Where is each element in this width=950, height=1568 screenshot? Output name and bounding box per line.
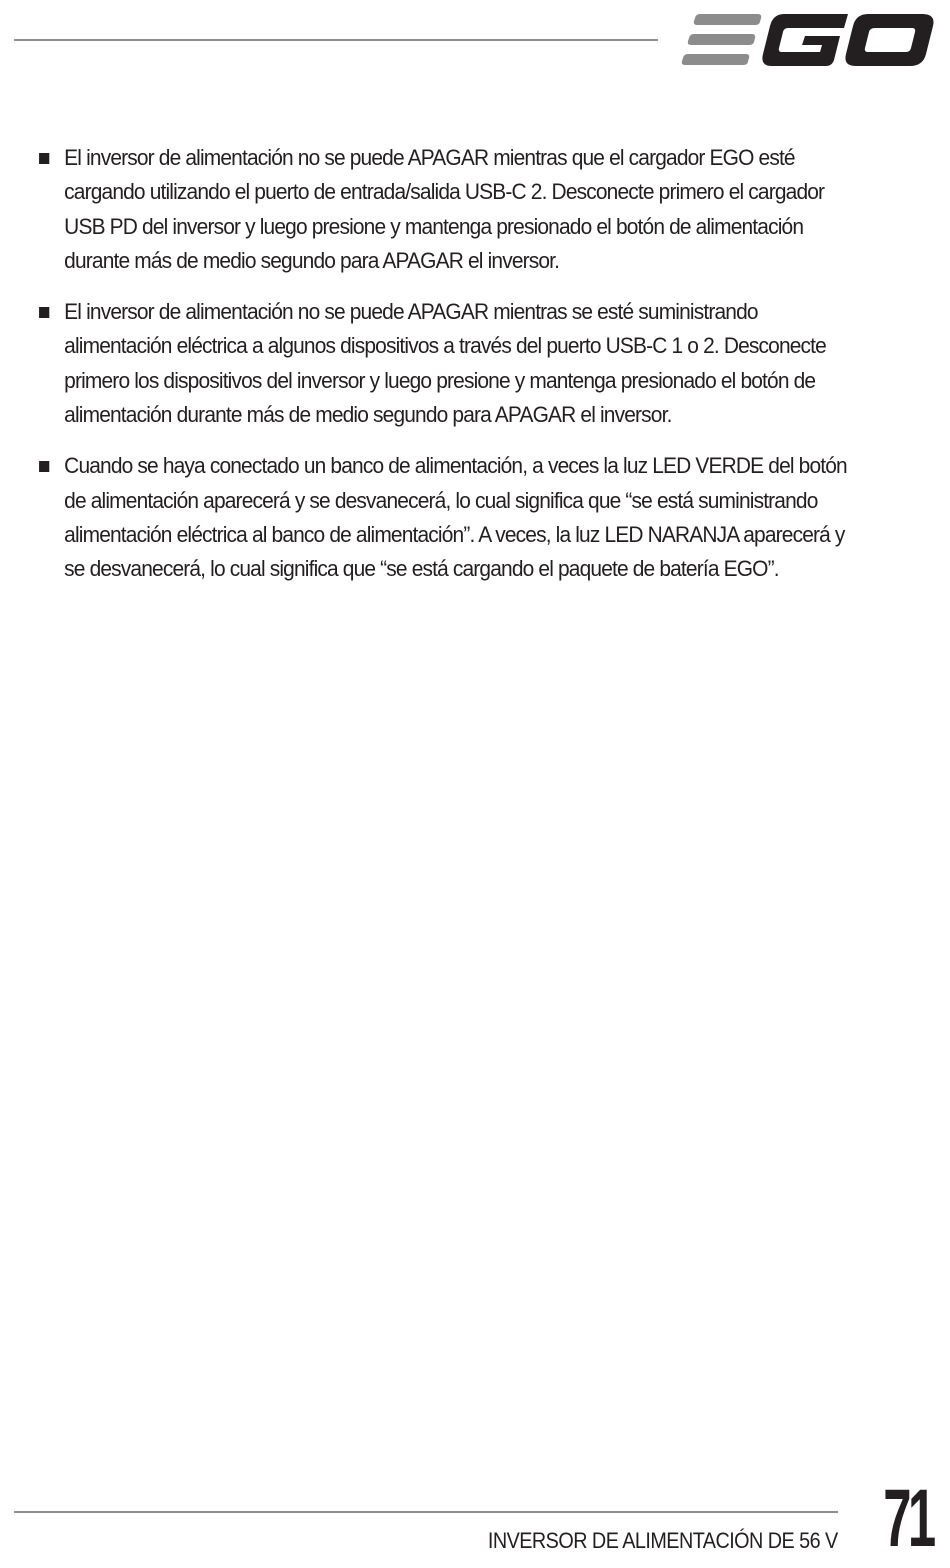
logo-e-stripe-top: [694, 14, 761, 25]
logo-e-stripe-middle: [688, 34, 755, 45]
header-divider: [14, 39, 658, 41]
logo-letter-g: [762, 14, 848, 66]
ego-logo: [680, 12, 936, 68]
logo-letter-o: [845, 14, 933, 66]
bullet-text: Cuando se haya conectado un banco de alimentación, a veces la luz LED VERDE del botón de alimentación aparecerá y se desvanecerá, lo cual significa que “se está suministrando alimentación eléctrica al banco de alimentación”. A veces, la luz LED NARANJA aparecerá y se desvanecerá, lo cual significa que “se está cargando el paquete de batería EGO”.: [64, 453, 847, 582]
bullet-text: El inversor de alimentación no se puede APAGAR mientras que el cargador EGO esté cargando utilizando el puerto de entrada/salida USB-C 2. Desconecte primero el cargador USB PD del inversor y luego presione y mantenga presionado el botón de alimentación durante más de medio segundo para APAGAR el inversor.: [64, 145, 825, 273]
footer-divider: [14, 1511, 838, 1513]
page-number: 71: [883, 1473, 933, 1564]
bullet-list: [0, 141, 950, 604]
bullet-item: [0, 141, 874, 278]
bullet-item: [0, 449, 874, 586]
footer-title: INVERSOR DE ALIMENTACIÓN DE 56 V: [488, 1528, 838, 1553]
square-bullet-icon: [39, 307, 49, 318]
bullet-item: [0, 295, 874, 432]
square-bullet-icon: [39, 153, 49, 164]
square-bullet-icon: [39, 461, 49, 472]
bullet-text: El inversor de alimentación no se puede APAGAR mientras se esté suministrando alimentación eléctrica a algunos dispositivos a través del puerto USB-C 1 o 2. Desconecte primero los dispositivos del inversor y luego presione y mantenga presionado el botón de alimentación durante más de medio segundo para APAGAR el inversor.: [64, 299, 826, 428]
logo-e-stripe-bottom: [682, 54, 749, 65]
